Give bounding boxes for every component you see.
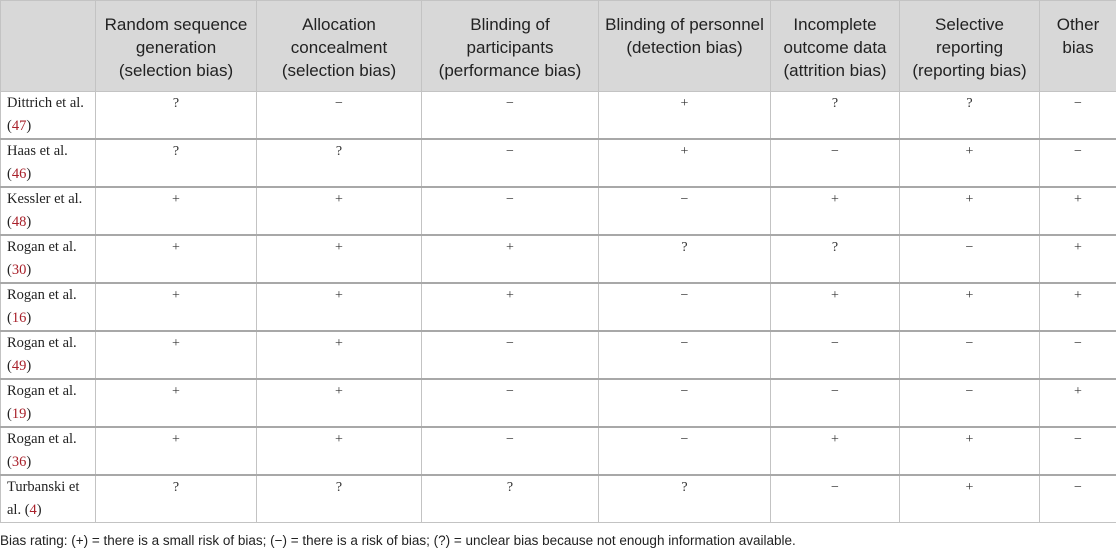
rating-cell: ?: [96, 92, 257, 140]
study-name: Rogan et al. (: [7, 431, 77, 470]
rating-cell: −: [599, 427, 771, 475]
rating-cell: +: [257, 187, 422, 235]
rating-cell: +: [96, 331, 257, 379]
study-name: Dittrich et al. (: [7, 95, 84, 134]
header-blinding-participants: Blinding of participants (performance bias): [422, 1, 599, 92]
study-cell: [1, 475, 96, 523]
rating-cell: −: [257, 92, 422, 140]
table-row: [1, 283, 1116, 331]
reference-close-paren: ): [26, 118, 32, 134]
rating-cell: +: [257, 283, 422, 331]
reference-close-paren: ): [26, 262, 32, 278]
rating-cell: −: [599, 379, 771, 427]
rating-cell: ?: [257, 475, 422, 523]
rating-cell: −: [771, 475, 900, 523]
reference-link[interactable]: 48: [11, 214, 27, 230]
rating-cell: −: [900, 235, 1040, 283]
reference-close-paren: ): [26, 310, 32, 326]
rating-cell: +: [599, 92, 771, 140]
study-cell: [1, 283, 96, 331]
rating-cell: −: [422, 139, 599, 187]
table-row: [1, 475, 1116, 523]
reference-close-paren: ): [26, 214, 32, 230]
study-cell: [1, 427, 96, 475]
study-name: Haas et al. (: [7, 143, 68, 182]
rating-cell: +: [96, 235, 257, 283]
rating-cell: −: [1040, 331, 1116, 379]
header-blinding-personnel: Blinding of personnel (detection bias): [599, 1, 771, 92]
rating-cell: −: [1040, 139, 1116, 187]
study-cell: [1, 92, 96, 140]
rating-cell: −: [771, 379, 900, 427]
rating-cell: +: [1040, 283, 1116, 331]
rating-cell: +: [900, 187, 1040, 235]
rating-cell: −: [422, 92, 599, 140]
reference-close-paren: ): [26, 454, 32, 470]
rating-cell: +: [1040, 235, 1116, 283]
rating-cell: −: [422, 331, 599, 379]
rating-cell: +: [257, 427, 422, 475]
rating-cell: +: [900, 139, 1040, 187]
rating-cell: +: [257, 331, 422, 379]
rating-cell: −: [771, 331, 900, 379]
reference-link[interactable]: 36: [11, 454, 27, 470]
bias-rating-footnote: Bias rating: (+) = there is a small risk of bias; (−) = there is a risk of bias; (?) = unclear bias because not enough information available.: [0, 533, 796, 548]
study-cell: [1, 235, 96, 283]
table-row: [1, 331, 1116, 379]
rating-cell: −: [599, 331, 771, 379]
rating-cell: +: [422, 283, 599, 331]
rating-cell: +: [1040, 379, 1116, 427]
rating-cell: +: [900, 475, 1040, 523]
table-header: [1, 1, 1116, 92]
header-study: [1, 1, 96, 92]
rating-cell: +: [771, 427, 900, 475]
rating-cell: −: [1040, 427, 1116, 475]
reference-link[interactable]: 4: [29, 502, 37, 518]
rating-cell: ?: [900, 92, 1040, 140]
rating-cell: +: [771, 187, 900, 235]
rating-cell: ?: [96, 139, 257, 187]
study-name: Turbanski et al. (: [7, 479, 80, 518]
rating-cell: ?: [599, 475, 771, 523]
study-cell: [1, 187, 96, 235]
reference-link[interactable]: 46: [11, 166, 27, 182]
rating-cell: +: [599, 139, 771, 187]
rating-cell: +: [900, 283, 1040, 331]
reference-close-paren: ): [36, 502, 42, 518]
rating-cell: −: [1040, 92, 1116, 140]
header-selective-reporting: Selective reporting (reporting bias): [900, 1, 1040, 92]
rating-cell: ?: [771, 92, 900, 140]
rating-cell: ?: [422, 475, 599, 523]
reference-link[interactable]: 30: [11, 262, 27, 278]
table-row: [1, 139, 1116, 187]
rating-cell: ?: [257, 139, 422, 187]
header-allocation-concealment: Allocation concealment (selection bias): [257, 1, 422, 92]
study-name: Rogan et al. (: [7, 335, 77, 374]
rating-cell: −: [599, 187, 771, 235]
rating-cell: −: [422, 427, 599, 475]
rating-cell: −: [599, 283, 771, 331]
reference-link[interactable]: 16: [11, 310, 27, 326]
reference-link[interactable]: 19: [11, 406, 27, 422]
study-cell: [1, 331, 96, 379]
rating-cell: +: [96, 283, 257, 331]
study-name: Rogan et al. (: [7, 239, 77, 278]
reference-close-paren: ): [26, 406, 32, 422]
study-cell: [1, 139, 96, 187]
table-row: [1, 187, 1116, 235]
rating-cell: −: [771, 139, 900, 187]
study-cell: [1, 379, 96, 427]
header-incomplete-outcome-data: Incomplete outcome data (attrition bias): [771, 1, 900, 92]
rating-cell: +: [900, 427, 1040, 475]
reference-close-paren: ): [26, 166, 32, 182]
rating-cell: +: [422, 235, 599, 283]
header-other-bias: Other bias: [1040, 1, 1116, 92]
study-name: Rogan et al. (: [7, 383, 77, 422]
rating-cell: −: [900, 379, 1040, 427]
rating-cell: +: [1040, 187, 1116, 235]
rating-cell: +: [96, 379, 257, 427]
rating-cell: −: [422, 379, 599, 427]
table-row: [1, 235, 1116, 283]
rating-cell: +: [257, 235, 422, 283]
rating-cell: −: [900, 331, 1040, 379]
reference-link[interactable]: 47: [11, 118, 27, 134]
header-row: [1, 1, 1116, 92]
rating-cell: +: [96, 427, 257, 475]
table-body: [1, 92, 1116, 523]
rating-cell: ?: [771, 235, 900, 283]
study-name: Rogan et al. (: [7, 287, 77, 326]
rating-cell: +: [771, 283, 900, 331]
rating-cell: +: [96, 187, 257, 235]
rating-cell: +: [257, 379, 422, 427]
reference-close-paren: ): [26, 358, 32, 374]
table-row: [1, 379, 1116, 427]
rating-cell: −: [422, 187, 599, 235]
table-row: [1, 427, 1116, 475]
reference-link[interactable]: 49: [11, 358, 27, 374]
rating-cell: −: [1040, 475, 1116, 523]
header-random-sequence-generation: Random sequence generation (selection bias): [96, 1, 257, 92]
table-row: [1, 92, 1116, 140]
study-name: Kessler et al. (: [7, 191, 83, 230]
rating-cell: ?: [599, 235, 771, 283]
rating-cell: ?: [96, 475, 257, 523]
